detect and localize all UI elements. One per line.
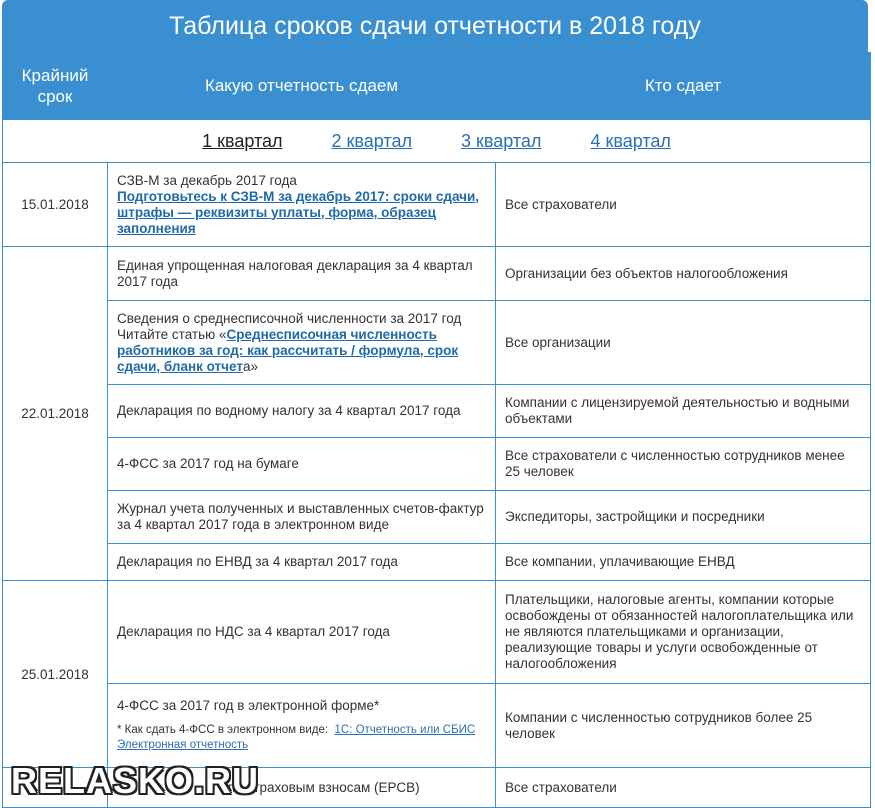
- who-cell: Все страхователи с численностью сотрудников менее 25 человек: [496, 438, 871, 491]
- tab-quarter-2[interactable]: 2 квартал: [331, 130, 412, 151]
- header-who: Кто сдает: [496, 53, 871, 120]
- report-cell: Декларация по водному налогу за 4 квартал 2017 года: [108, 385, 496, 438]
- report-cell: [108, 301, 496, 385]
- who-cell: Организации без объектов налогообложения: [496, 247, 871, 301]
- table-row: [3, 247, 871, 301]
- report-text: Сведения о среднесписочной численности за 2017 год Читайте статью «: [117, 310, 462, 342]
- report-text-tail: а»: [242, 358, 258, 374]
- quarter-tabs: [3, 120, 871, 163]
- who-cell: Все компании, уплачивающие ЕНВД: [496, 544, 871, 581]
- header-deadline-line1: Крайний: [21, 66, 89, 85]
- footnote-link[interactable]: 1С: Отчетность или СБИС Электронная отчетность: [117, 724, 476, 751]
- header-what: Какую отчетность сдаем: [108, 53, 496, 120]
- report-cell: 4-ФСС за 2017 год на бумаге: [108, 438, 496, 491]
- who-cell: Все страхователи: [496, 768, 871, 808]
- header-deadline-line2: срок: [37, 87, 73, 106]
- footnote-text: * Как сдать 4-ФСС в электронном виде:: [117, 724, 329, 736]
- table-row: [3, 163, 871, 247]
- report-cell: Декларация по НДС за 4 квартал 2017 года: [108, 581, 496, 684]
- report-cell: [108, 163, 496, 247]
- header-deadline: [3, 53, 108, 120]
- table-row: [3, 385, 871, 438]
- table-row: [3, 684, 871, 768]
- table-row: [3, 544, 871, 581]
- table-row: [3, 301, 871, 385]
- tab-quarter-1[interactable]: 1 квартал: [202, 130, 283, 151]
- watermark: RELASKO.RU: [11, 760, 260, 801]
- deadline-date: 25.01.2018: [3, 581, 108, 768]
- page-title: Таблица сроков сдачи отчетности в 2018 году: [2, 0, 868, 52]
- who-cell: Все страхователи: [496, 163, 871, 247]
- report-cell: Декларация по ЕНВД за 4 квартал 2017 года: [108, 544, 496, 581]
- deadline-date: 22.01.2018: [3, 247, 108, 581]
- report-text: СЗВ-М за декабрь 2017 года: [117, 172, 297, 188]
- report-cell: по страховым взносам (ЕРСВ): [108, 768, 496, 808]
- tab-quarter-4[interactable]: 4 квартал: [590, 130, 671, 151]
- deadlines-table: [2, 52, 871, 808]
- deadline-date: 15.01.2018: [3, 163, 108, 247]
- report-cell: [108, 684, 496, 768]
- tab-quarter-3[interactable]: 3 квартал: [461, 130, 542, 151]
- who-cell: Экспедиторы, застройщики и посредники: [496, 491, 871, 544]
- report-cell: Журнал учета полученных и выставленных счетов-фактур за 4 квартал 2017 года в электронном виде: [108, 491, 496, 544]
- table-row: [3, 491, 871, 544]
- table-row: [3, 581, 871, 684]
- report-text: 4-ФСС за 2017 год в электронной форме*: [117, 698, 380, 713]
- report-cell: Единая упрощенная налоговая декларация за 4 квартал 2017 года: [108, 247, 496, 301]
- article-link[interactable]: Среднесписочная численность работников за год: как рассчитать / формула, срок сдачи, бланк отчет: [117, 326, 459, 374]
- table-row: [3, 438, 871, 491]
- who-cell: Компании с численностью сотрудников более 25 человек: [496, 684, 871, 768]
- article-link[interactable]: Подготовьтесь к СЗВ-М за декабрь 2017: сроки сдачи, штрафы — реквизиты уплаты, форма, образец заполнения: [117, 188, 480, 236]
- who-cell: Компании с лицензируемой деятельностью и водными объектами: [496, 385, 871, 438]
- who-cell: Все организации: [496, 301, 871, 385]
- who-cell: Плательщики, налоговые агенты, компании которые освобождены от обязанностей налогоплательщика или не являются плательщиками и организации, реализующие товары и услуги освобожденные от налогообложения: [496, 581, 871, 684]
- table-header-row: [3, 53, 871, 120]
- page: [2, 0, 871, 804]
- footnote: [117, 723, 486, 753]
- quarter-tabs-row: [3, 120, 871, 163]
